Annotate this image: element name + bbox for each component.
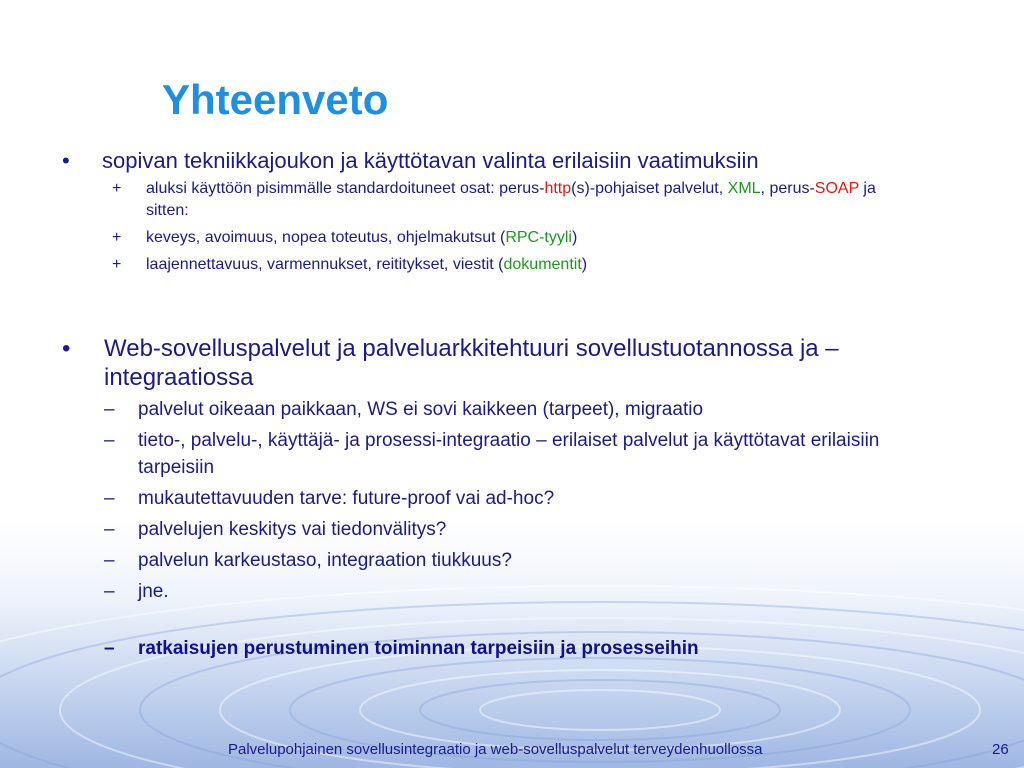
sub-bullet-text: laajennettavuus, varmennukset, reititykset, viestit ( <box>146 256 504 273</box>
highlight-rpc-style: RPC-tyyli <box>505 229 572 246</box>
dash-item <box>60 516 940 543</box>
dash-mark: – <box>104 581 115 602</box>
sub-bullet-mark: + <box>112 229 122 246</box>
highlight-documents: dokumentit <box>503 256 582 273</box>
sub-bullet-text: aluksi käyttöön pisimmälle standardoituneet osat: perus- <box>146 180 545 197</box>
sub-bullet-mark: + <box>112 256 122 273</box>
footer-text: Palvelupohjainen sovellusintegraatio ja web-sovelluspalvelut terveydenhuollossa <box>228 741 763 758</box>
sub-bullet-item <box>60 178 920 222</box>
sub-bullet-text: ) <box>581 256 588 273</box>
bullet-text: sopivan tekniikkajoukon ja käyttötavan valinta erilaisiin vaatimuksiin <box>102 148 759 173</box>
dash-text: jne. <box>138 581 169 602</box>
dash-text: tieto-, palvelu-, käyttäjä- ja prosessi-integraatio – erilaiset palvelut ja käyttötavat erilaisiin tarpeisiin <box>138 430 880 478</box>
dash-item <box>60 427 940 481</box>
dash-item <box>60 396 940 423</box>
dash-mark: – <box>104 430 115 451</box>
slide-title: Yhteenveto <box>162 76 389 123</box>
highlight-xml: XML <box>727 180 761 197</box>
sub-bullet-item <box>60 227 920 249</box>
dash-text: palvelun karkeustaso, integraation tiukkuus? <box>138 550 512 571</box>
dash-mark: – <box>104 550 115 571</box>
bullet-mark: • <box>62 148 70 173</box>
bullet-item <box>60 148 920 173</box>
bullet-item <box>60 334 940 392</box>
dash-item <box>60 578 940 605</box>
dash-text: palvelut oikeaan paikkaan, WS ei sovi kaikkeen (tarpeet), migraatio <box>138 399 704 420</box>
dash-mark: – <box>104 519 115 540</box>
dash-item <box>60 547 940 574</box>
dash-text-bold: ratkaisujen perustuminen toiminnan tarpeisiin ja prosesseihin <box>138 638 699 659</box>
sub-bullet-mark: + <box>112 180 122 197</box>
dash-mark: – <box>104 638 115 659</box>
dash-text: palvelujen keskitys vai tiedonvälitys? <box>138 519 447 540</box>
summary-section-1 <box>60 148 920 276</box>
highlight-soap: SOAP <box>814 180 859 197</box>
dash-mark: – <box>104 399 115 420</box>
sub-bullet-item <box>60 254 920 276</box>
dash-item-emphasis <box>60 635 940 662</box>
bullet-mark: • <box>62 335 71 362</box>
sub-bullet-text: (s)-pohjaiset palvelut, <box>571 180 728 197</box>
highlight-http: http <box>544 180 572 197</box>
dash-mark: – <box>104 488 115 509</box>
bullet-text: Web-sovelluspalvelut ja palveluarkkitehtuuri sovellustuotannossa ja –integraatiossa <box>104 335 839 391</box>
page-number: 26 <box>992 741 1009 758</box>
sub-bullet-text: ) <box>571 229 578 246</box>
summary-section-2 <box>60 334 940 662</box>
sub-bullet-text: , perus- <box>760 180 815 197</box>
dash-text: mukautettavuuden tarve: future-proof vai ad-hoc? <box>138 488 555 509</box>
sub-bullet-text: keveys, avoimuus, nopea toteutus, ohjelmakutsut ( <box>146 229 506 246</box>
sub-bullet-text: ja sitten: <box>146 180 876 219</box>
dash-item <box>60 485 940 512</box>
